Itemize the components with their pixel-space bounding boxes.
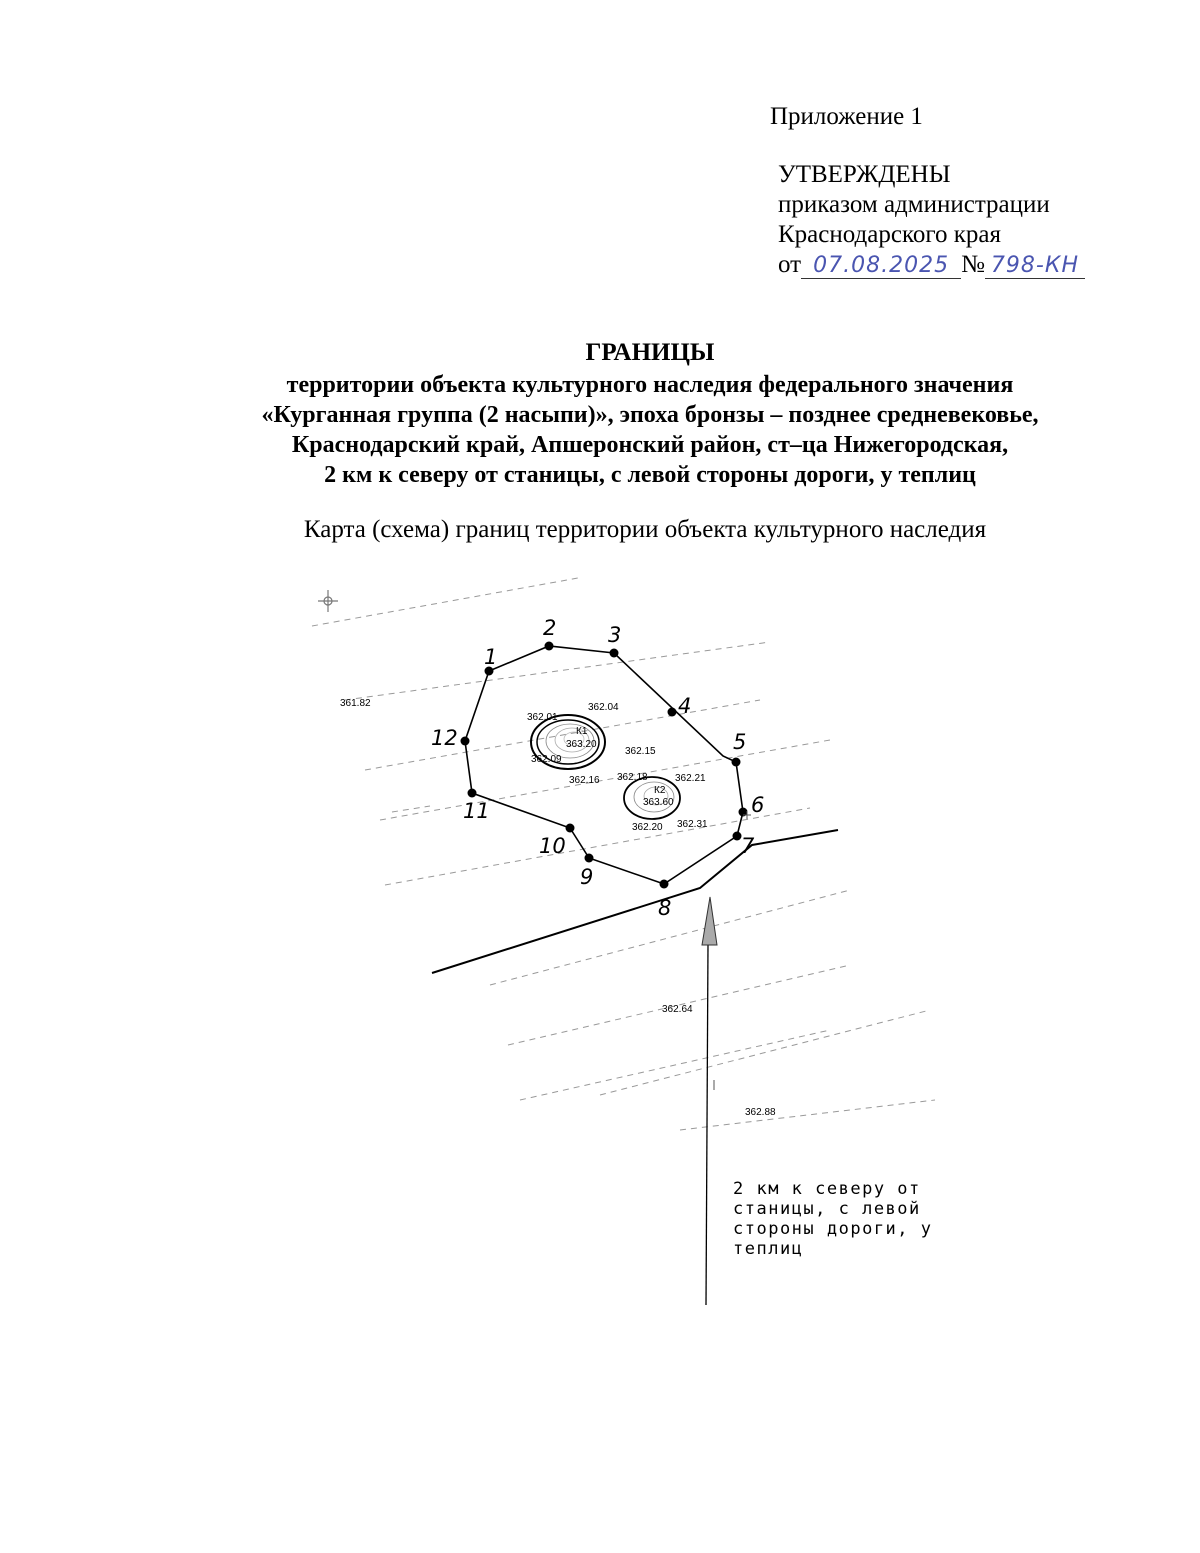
title-line-4: 2 км к северу от станицы, с левой стороны дороги, у теплиц: [324, 462, 976, 488]
mound-label-k2: К2: [654, 785, 666, 796]
approved-title: УТВЕРЖДЕНЫ: [778, 161, 951, 188]
approved-line-3: Краснодарского края: [778, 221, 1001, 248]
point-label-3: 3: [608, 623, 622, 647]
note-line-3: стороны дороги, у: [733, 1219, 933, 1239]
elevation-mark: 362.31: [677, 819, 708, 830]
elevation-mark: 362.16: [569, 775, 600, 786]
background-lines: [312, 578, 935, 1130]
point-label-8: 8: [658, 896, 672, 920]
point-label-6: 6: [751, 793, 765, 817]
road-line: [432, 830, 838, 973]
point-label-5: 5: [733, 730, 747, 754]
title-heading: ГРАНИЦЫ: [585, 339, 715, 366]
point-label-7: 7: [741, 834, 755, 858]
point-label-4: 4: [678, 694, 692, 718]
elevation-mark: 362.15: [625, 746, 656, 757]
note-line-2: станицы, с левой: [733, 1199, 921, 1219]
note-line-1: 2 км к северу от: [733, 1179, 921, 1199]
point-label-11: 11: [463, 799, 490, 823]
boundary-point-2: [545, 642, 554, 651]
elevation-mark: 362.20: [632, 822, 663, 833]
appendix-label: Приложение 1: [770, 103, 923, 130]
elevation-mark: 362.18: [617, 772, 648, 783]
title-line-2: «Курганная группа (2 насыпи)», эпоха бронзы – позднее средневековье,: [261, 402, 1039, 428]
approved-line-2: приказом администрации: [778, 191, 1050, 218]
compass-icon: [318, 590, 338, 612]
title-line-1: территории объекта культурного наследия федерального значения: [286, 372, 1014, 398]
location-note: [733, 1179, 933, 1259]
note-line-4: теплиц: [733, 1239, 804, 1259]
point-label-12: 12: [431, 726, 458, 750]
boundary-point-4: [668, 708, 677, 717]
map-subtitle: Карта (схема) границ территории объекта культурного наследия: [303, 516, 987, 543]
boundary-point-5: [732, 758, 741, 767]
point-label-10: 10: [539, 834, 566, 858]
direction-arrow-head-icon: [702, 897, 717, 945]
elevation-mark: 362.09: [531, 754, 562, 765]
point-label-9: 9: [580, 865, 594, 889]
elevation-mark: 362.04: [588, 702, 619, 713]
boundary-point-3: [610, 649, 619, 658]
title-line-3: Краснодарский край, Апшеронский район, ст–ца Нижегородская,: [291, 432, 1009, 458]
point-label-2: 2: [543, 616, 557, 640]
boundary-point-10: [566, 824, 575, 833]
boundary-polygon: [465, 646, 743, 884]
boundary-point-9: [585, 854, 594, 863]
elevation-mark: 362.88: [745, 1107, 776, 1118]
elevation-mark: 361.82: [340, 698, 371, 709]
number-value: 798-КН: [990, 253, 1080, 278]
boundary-point-12: [461, 737, 470, 746]
point-label-1: 1: [484, 645, 498, 669]
elevation-mark: 363.20: [566, 739, 597, 750]
boundary-point-11: [468, 789, 477, 798]
mound-label-k1: К1: [576, 726, 588, 737]
boundary-point-8: [660, 880, 669, 889]
elevation-mark: 362.64: [662, 1004, 693, 1015]
elevation-mark: 363.60: [643, 797, 674, 808]
elevation-mark: 362.21: [675, 773, 706, 784]
date-prefix: от: [778, 251, 802, 278]
date-value: 07.08.2025: [813, 253, 950, 278]
number-prefix: №: [961, 251, 985, 278]
elevation-mark: 362.01: [527, 712, 558, 723]
